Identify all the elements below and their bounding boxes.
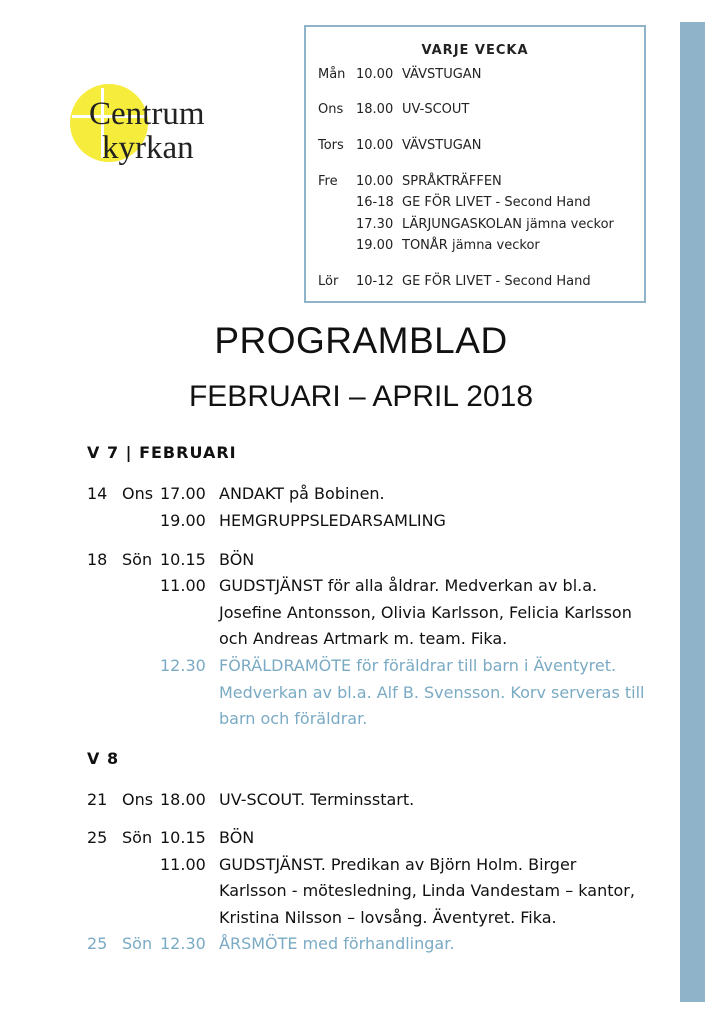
event-text: UV-SCOUT. Terminsstart. — [219, 790, 415, 809]
event-text: BÖN — [219, 828, 255, 847]
event-line — [87, 484, 385, 503]
page-title: PROGRAMBLAD — [214, 320, 508, 361]
weekly-day: Fre — [318, 174, 338, 189]
weekly-day: Mån — [318, 67, 346, 82]
event-line — [87, 828, 254, 847]
weekly-row — [318, 195, 591, 210]
weekly-time: 10-12 — [356, 274, 394, 289]
event-text: ÅRSMÖTE med förhandlingar. — [219, 934, 455, 953]
event-date: 25 — [87, 934, 108, 953]
decorative-sidebar-bar — [680, 22, 705, 1002]
weekly-time: 10.00 — [356, 174, 394, 189]
weekly-time: 19.00 — [356, 238, 394, 253]
event-time: 11.00 — [160, 855, 206, 874]
event-weekday: Sön — [122, 934, 153, 953]
weekly-text: GE FÖR LIVET - Second Hand — [402, 195, 591, 210]
event-text-continued: Karlsson - mötesledning, Linda Vandestam – kantor, — [219, 881, 635, 900]
event-weekday: Ons — [122, 790, 154, 809]
event-time: 10.15 — [160, 828, 206, 847]
church-logo — [70, 84, 250, 174]
event-time: 12.30 — [160, 656, 206, 675]
weekly-text: GE FÖR LIVET - Second Hand — [402, 274, 591, 289]
weekly-time: 17.30 — [356, 217, 394, 232]
event-text: ANDAKT på Bobinen. — [219, 484, 385, 503]
weekly-schedule-box — [304, 25, 646, 303]
event-line — [87, 790, 414, 809]
weekly-time: 10.00 — [356, 67, 394, 82]
weekly-time: 18.00 — [356, 102, 394, 117]
event-text: FÖRÄLDRAMÖTE för föräldrar till barn i Äventyret. — [219, 656, 617, 675]
weekly-row — [318, 102, 469, 117]
weekly-text: VÄVSTUGAN — [402, 67, 482, 82]
weekly-text: VÄVSTUGAN — [402, 138, 482, 153]
event-date: 21 — [87, 790, 108, 809]
week-heading: V 7 | FEBRUARI — [87, 443, 237, 462]
page-subtitle: FEBRUARI – APRIL 2018 — [188, 380, 534, 413]
event-text-continued: barn och föräldrar. — [219, 709, 368, 728]
weekly-text: TONÅR jämna veckor — [402, 238, 540, 253]
event-line-highlight — [87, 934, 454, 953]
event-text-continued: Kristina Nilsson – lovsång. Äventyret. Fika. — [219, 908, 557, 927]
event-time: 12.30 — [160, 934, 206, 953]
event-line — [87, 576, 597, 595]
weekly-text: SPRÅKTRÄFFEN — [402, 174, 502, 189]
event-weekday: Sön — [122, 550, 153, 569]
event-text: BÖN — [219, 550, 255, 569]
event-text-continued: Josefine Antonsson, Olivia Karlsson, Felicia Karlsson — [219, 603, 632, 622]
weekly-row — [318, 274, 591, 289]
weekly-time: 16-18 — [356, 195, 394, 210]
event-time: 18.00 — [160, 790, 206, 809]
weekly-row — [318, 67, 481, 82]
weekly-row — [318, 217, 614, 232]
event-date: 18 — [87, 550, 108, 569]
week-heading: V 8 — [87, 749, 120, 768]
weekly-day: Lör — [318, 274, 339, 289]
event-text: GUDSTJÄNST. Predikan av Björn Holm. Birger — [219, 855, 577, 874]
weekly-day: Ons — [318, 102, 344, 117]
weekly-text: LÄRJUNGASKOLAN jämna veckor — [402, 217, 614, 232]
event-date: 14 — [87, 484, 108, 503]
weekly-title: VARJE VECKA — [421, 43, 529, 58]
event-date: 25 — [87, 828, 108, 847]
event-time: 11.00 — [160, 576, 206, 595]
weekly-text: UV-SCOUT — [402, 102, 470, 117]
weekly-row — [318, 238, 540, 253]
event-line — [87, 855, 576, 874]
weekly-day: Tors — [318, 138, 344, 153]
event-text: HEMGRUPPSLEDARSAMLING — [219, 511, 446, 530]
event-weekday: Sön — [122, 828, 153, 847]
event-line-highlight — [87, 656, 616, 675]
event-line — [87, 550, 254, 569]
logo-text-line1: Centrum — [89, 96, 205, 132]
event-time: 19.00 — [160, 511, 206, 530]
event-time: 17.00 — [160, 484, 206, 503]
event-line — [87, 511, 446, 530]
event-weekday: Ons — [122, 484, 154, 503]
logo-text-line2: kyrkan — [102, 130, 194, 166]
event-text-continued: och Andreas Artmark m. team. Fika. — [219, 629, 508, 648]
weekly-time: 10.00 — [356, 138, 394, 153]
event-text-continued: Medverkan av bl.a. Alf B. Svensson. Korv serveras till — [219, 683, 645, 702]
weekly-row — [318, 174, 502, 189]
event-time: 10.15 — [160, 550, 206, 569]
event-text: GUDSTJÄNST för alla åldrar. Medverkan av bl.a. — [219, 576, 598, 595]
weekly-row — [318, 138, 481, 153]
